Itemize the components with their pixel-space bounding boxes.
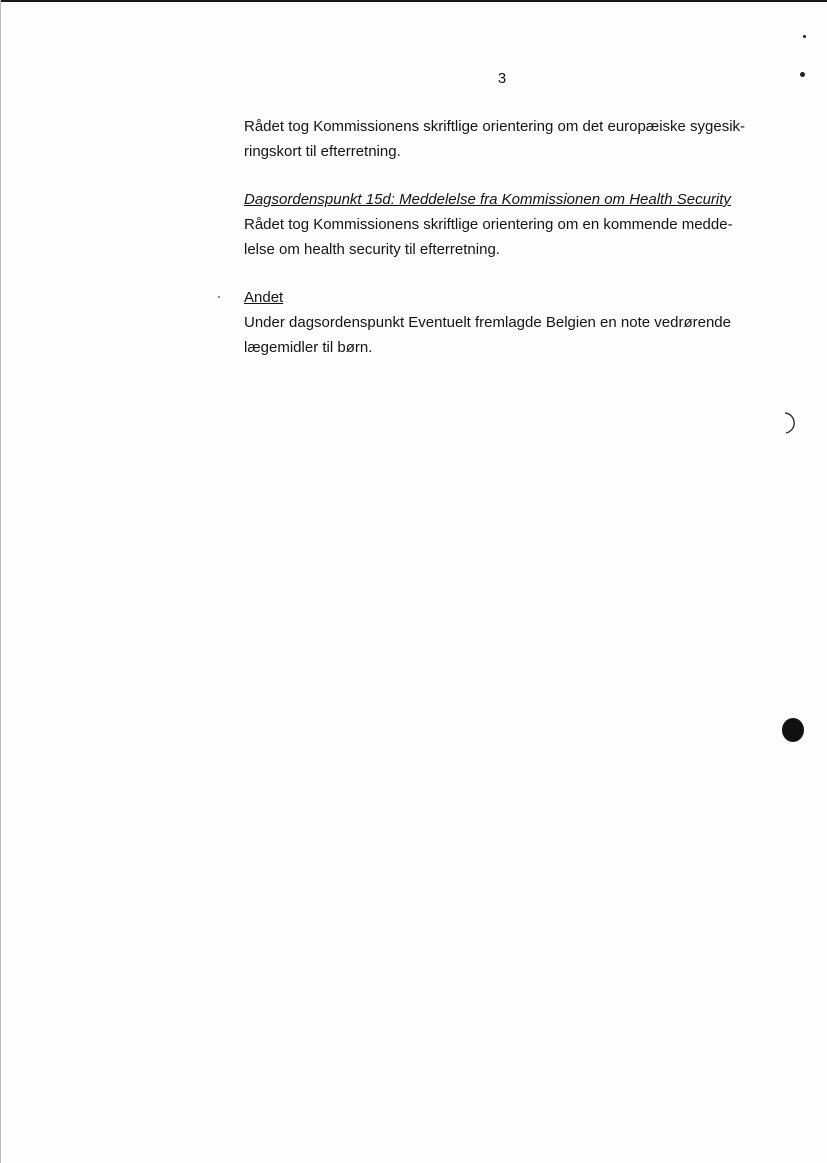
left-scan-edge — [0, 0, 1, 1163]
punch-hole-arc-icon — [782, 410, 800, 436]
document-body — [244, 114, 764, 360]
scan-speck — [803, 35, 806, 38]
scan-speck — [218, 296, 220, 298]
paragraph-line: Under dagsordenspunkt Eventuelt fremlagde Belgien en note vedrørende — [244, 314, 731, 331]
section-spacer — [244, 262, 764, 285]
punch-hole-icon — [782, 718, 804, 742]
section-andet — [244, 285, 764, 360]
paragraph-line: ringskort til efterretning. — [244, 143, 401, 160]
page-number: 3 — [497, 70, 507, 87]
paragraph-line: lægemidler til børn. — [244, 339, 373, 356]
scan-speck — [800, 72, 805, 77]
paragraph-line: lelse om health security til efterretning. — [244, 241, 500, 258]
section-spacer — [244, 164, 764, 187]
top-scan-rule — [0, 0, 827, 2]
section-heading: Dagsordenspunkt 15d: Meddelelse fra Kommissionen om Health Security — [244, 191, 731, 208]
section-health-security — [244, 187, 764, 262]
section-heading: Andet — [244, 289, 284, 306]
paragraph-line: Rådet tog Kommissionens skriftlige orientering om en kommende medde- — [244, 216, 733, 233]
paragraph-line: Rådet tog Kommissionens skriftlige orientering om det europæiske sygesik- — [244, 118, 746, 135]
section-health-card — [244, 114, 764, 164]
